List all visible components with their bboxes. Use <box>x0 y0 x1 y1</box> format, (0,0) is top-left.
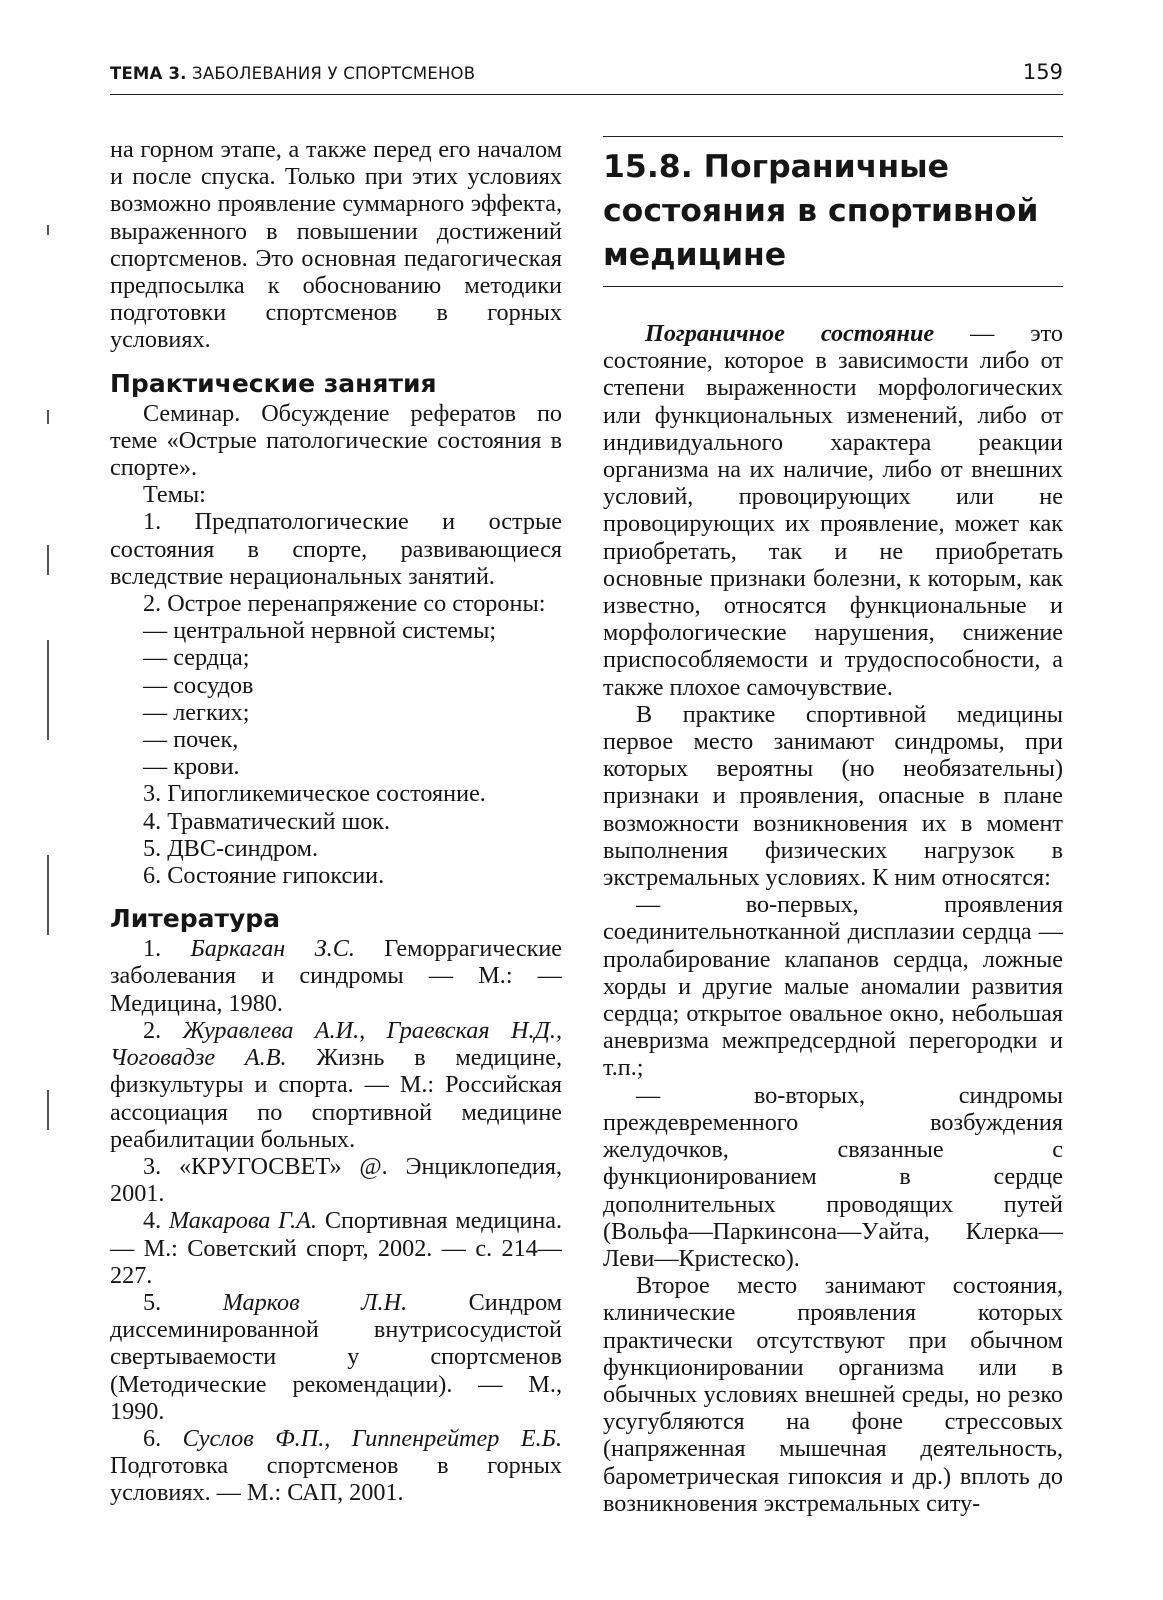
dash-item: — крови. <box>143 753 240 781</box>
reference-authors: Баркаган З.С. <box>190 935 355 963</box>
reference-number: 2. <box>143 1016 183 1044</box>
reference-text: Подготовка спортсменов в горных условиях. — М.: САП, 2001. <box>110 1452 562 1507</box>
themes-label: Темы: <box>143 481 206 509</box>
reference-text: Геморрагические заболевания и синдромы — М.: — Медицина, 1980. <box>110 935 562 1017</box>
reference-number: 4. <box>143 1207 169 1235</box>
literature-heading: Литература <box>110 904 281 934</box>
seminar-paragraph: Семинар. Обсуждение рефератов по теме «Острые патологические состояния в спорте». <box>110 399 562 482</box>
reference-item <box>110 1425 562 1507</box>
reference-number: 1. <box>143 935 191 963</box>
reference-item <box>110 1017 562 1153</box>
reference-authors: Журавлева А.И., Граевская Н.Д., Чоговадзе А.В. <box>110 1016 562 1072</box>
reference-item <box>110 1289 562 1425</box>
theme-item: 4. Травматический шок. <box>143 807 391 835</box>
scan-margin-mark <box>47 1090 49 1130</box>
scan-margin-mark <box>47 640 49 740</box>
body-paragraph: В практике спортивной медицины первое место занимают синдромы, при которых вероятны (но необязательны) признаки и проявления, опасные в плане возможности возникновения их в момент выполнения физических нагрузок в экстремальных условиях. К ним относятся: <box>603 700 1063 892</box>
reference-number: 6. <box>143 1424 183 1452</box>
theme-item: 6. Состояние гипоксии. <box>143 862 385 890</box>
reference-item <box>110 1153 562 1207</box>
practice-heading: Практические занятия <box>110 368 437 398</box>
reference-authors: Суслов Ф.П., Гиппенрейтер Е.Б. <box>182 1424 562 1452</box>
scan-margin-mark <box>47 410 49 424</box>
dash-item: — сердца; <box>143 644 250 672</box>
body-paragraph: Второе место занимают состояния, клинические проявления которых практически отсутствуют при обычном функционировании организма или в обычных условиях внешней среды, но резко усугубляются на фоне стрессовых (напряженная мышечная деятельность, барометрическая гипоксия и др.) вплоть до возникновения экстремальных ситу- <box>603 1272 1063 1517</box>
reference-number: 3. <box>143 1152 179 1180</box>
section-title: 15.8. Пограничные состояния в спортивной медицине <box>603 136 1063 287</box>
reference-text: Синдром диссеминированной внутрисосудистой свертываемости у спортсменов (Методические рекомендации). — М., 1990. <box>110 1288 563 1425</box>
definition-term: Пограничное состояние <box>645 320 935 347</box>
reference-authors: Макарова Г.А. <box>169 1207 317 1235</box>
reference-number: 5. <box>143 1288 223 1316</box>
reference-item <box>110 935 562 1017</box>
scan-margin-mark <box>47 225 49 235</box>
scan-margin-mark <box>47 545 49 575</box>
page-number: 159 <box>1022 60 1063 84</box>
reference-text: «КРУГОСВЕТ» @. Энциклопедия, 2001. <box>110 1152 563 1208</box>
reference-authors: Марков Л.Н. <box>222 1288 408 1316</box>
theme-item: 1. Предпатологические и острые состояния в спорте, развивающиеся вследствие нерациональных занятий. <box>110 508 562 590</box>
definition-paragraph <box>603 320 1063 701</box>
theme-item: 2. Острое перенапряжение со стороны: <box>143 590 546 618</box>
right-column <box>603 136 1063 1517</box>
body-paragraph: — во-вторых, синдромы преждевременного возбуждения желудочков, связанные с функционированием в сердце дополнительных проводящих путей (Вольфа—Паркинсона—Уайта, Клерка—Леви—Кристеско). <box>603 1081 1063 1272</box>
dash-item: — сосудов <box>143 671 254 699</box>
reference-text: Жизнь в медицине, физкультуры и спорта. — М.: Российская ассоциация по спортивной медицине реабилитации больных. <box>110 1044 562 1153</box>
dash-item: — центральной нервной системы; <box>143 617 497 645</box>
running-header <box>110 60 1063 95</box>
header-topic-number: ТЕМА 3. <box>110 64 187 83</box>
theme-item: 3. Гипогликемическое состояние. <box>143 780 486 808</box>
body-paragraph: — во-первых, проявления соединительнотканной дисплазии сердца — пролабирование клапанов сердца, ложные хорды и другие малые аномалии развития сердца; открытое овальное окно, небольшая аневризма межпредсердной перегородки и т.п.; <box>603 891 1063 1082</box>
theme-item: 5. ДВС-синдром. <box>143 834 319 862</box>
reference-text: Спортивная медицина. — М.: Советский спорт, 2002. — с. 214—227. <box>110 1207 562 1289</box>
left-column <box>110 136 562 1507</box>
reference-item <box>110 1207 562 1289</box>
dash-item: — легких; <box>143 698 250 726</box>
intro-paragraph: на горном этапе, а также перед его началом и после спуска. Только при этих условиях возможно проявление суммарного эффекта, выраженного в повышении достижений спортсменов. Это основная педагогическая предпосылка к обоснованию методики подготовки спортсменов в горных условиях. <box>110 136 562 354</box>
header-topic-name: ЗАБОЛЕВАНИЯ У СПОРТСМЕНОВ <box>186 64 476 83</box>
dash-item: — почек, <box>143 726 239 754</box>
definition-text: — это состояние, которое в зависимости либо от степени выраженности морфологических или функциональных изменений, либо от индивидуального характера реакции организма на их наличие, либо от внешних условий, провоцирующих или не провоцирующих их проявление, может как приобретать, так и не приобретать основные признаки болезни, к которым, как известно, относятся функциональные и морфологические нарушения, снижение приспособляемости и трудоспособности, а также плохое самочувствие. <box>603 320 1063 701</box>
running-header-title <box>110 64 475 83</box>
scan-margin-mark <box>47 855 49 935</box>
